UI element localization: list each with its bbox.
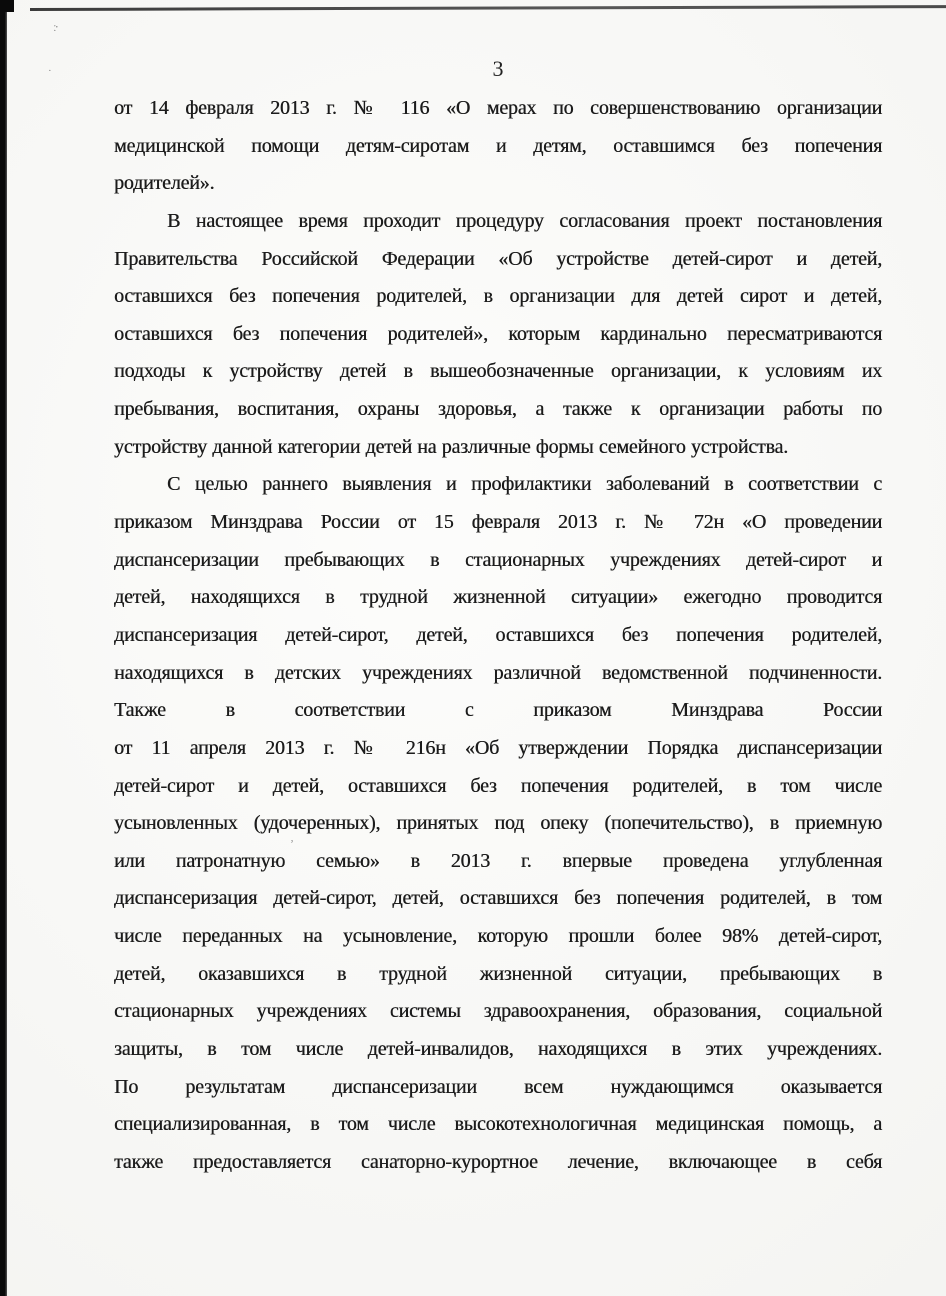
text-line: устройству данной категории детей на различные формы семейного устройства.: [114, 435, 788, 458]
scan-edge-artifact: [0, 0, 7, 1296]
scan-smudge: ː·: [53, 19, 57, 34]
text-line: детей, оказавшихся в трудной жизненной ситуации, пребывающих в: [114, 962, 882, 985]
text-line: детей, находящихся в трудной жизненной ситуации» ежегодно проводится: [114, 586, 882, 609]
text-line: также предоставляется санаторно-курортное лечение, включающее в себя: [114, 1150, 882, 1173]
text-line: находящихся в детских учреждениях различной ведомственной подчиненности.: [114, 661, 882, 684]
text-line: стационарных учреждениях системы здравоохранения, образования, социальной: [114, 1000, 882, 1023]
text-line: оставшихся без попечения родителей, в организации для детей сирот и детей,: [114, 285, 882, 308]
text-line: подходы к устройству детей в вышеобозначенные организации, к условиям их: [114, 360, 882, 383]
scan-smudge: ʼ: [290, 837, 294, 851]
text-line: диспансеризации пребывающих в стационарных учреждениях детей-сирот и: [114, 548, 882, 571]
text-line: родителей».: [114, 172, 215, 195]
text-line: Правительства Российской Федерации «Об устройстве детей-сирот и детей,: [114, 247, 882, 270]
text-line: от 14 февраля 2013 г. № 116 «О мерах по совершенствованию организации: [114, 97, 882, 119]
text-line: числе переданных на усыновление, которую прошли более 98% детей-сирот,: [114, 925, 882, 948]
page-number: 3: [492, 56, 504, 81]
scan-smudge: ·: [48, 65, 52, 77]
text-line: По результатам диспансеризации всем нуждающимся оказывается: [114, 1075, 882, 1098]
document-text: [114, 97, 882, 1189]
text-line: детей-сирот и детей, оставшихся без попечения родителей, в том числе: [114, 774, 882, 797]
text-line: В настоящее время проходит процедуру согласования проект постановления: [167, 209, 882, 232]
text-line: диспансеризация детей-сирот, детей, оставшихся без попечения родителей, в том: [114, 887, 882, 910]
text-line: Также в соответствии с приказом Минздрава России: [114, 699, 882, 722]
text-line: медицинской помощи детям-сиротам и детям, оставшимся без попечения: [114, 134, 882, 157]
text-line: пребывания, воспитания, охраны здоровья, а также к организации работы по: [114, 398, 882, 421]
text-line: от 11 апреля 2013 г. № 216н «Об утверждении Порядка диспансеризации: [114, 736, 882, 759]
scan-corner-artifact: [0, 0, 14, 12]
text-line: или патронатную семью» в 2013 г. впервые проведена углубленная: [114, 849, 882, 872]
text-line: усыновленных (удочеренных), принятых под опеку (попечительство), в приемную: [114, 812, 882, 835]
text-line: специализированная, в том числе высокотехнологичная медицинская помощь, а: [114, 1113, 882, 1136]
text-line: защиты, в том числе детей-инвалидов, находящихся в этих учреждениях.: [114, 1038, 882, 1061]
text-line: С целью раннего выявления и профилактики заболеваний в соответствии с: [167, 473, 882, 496]
text-line: приказом Минздрава России от 15 февраля 2013 г. № 72н «О проведении: [114, 511, 882, 534]
text-line: диспансеризация детей-сирот, детей, оставшихся без попечения родителей,: [114, 623, 882, 646]
text-line: оставшихся без попечения родителей», которым кардинально пересматриваются: [114, 322, 882, 345]
scan-line-artifact: [30, 5, 946, 10]
